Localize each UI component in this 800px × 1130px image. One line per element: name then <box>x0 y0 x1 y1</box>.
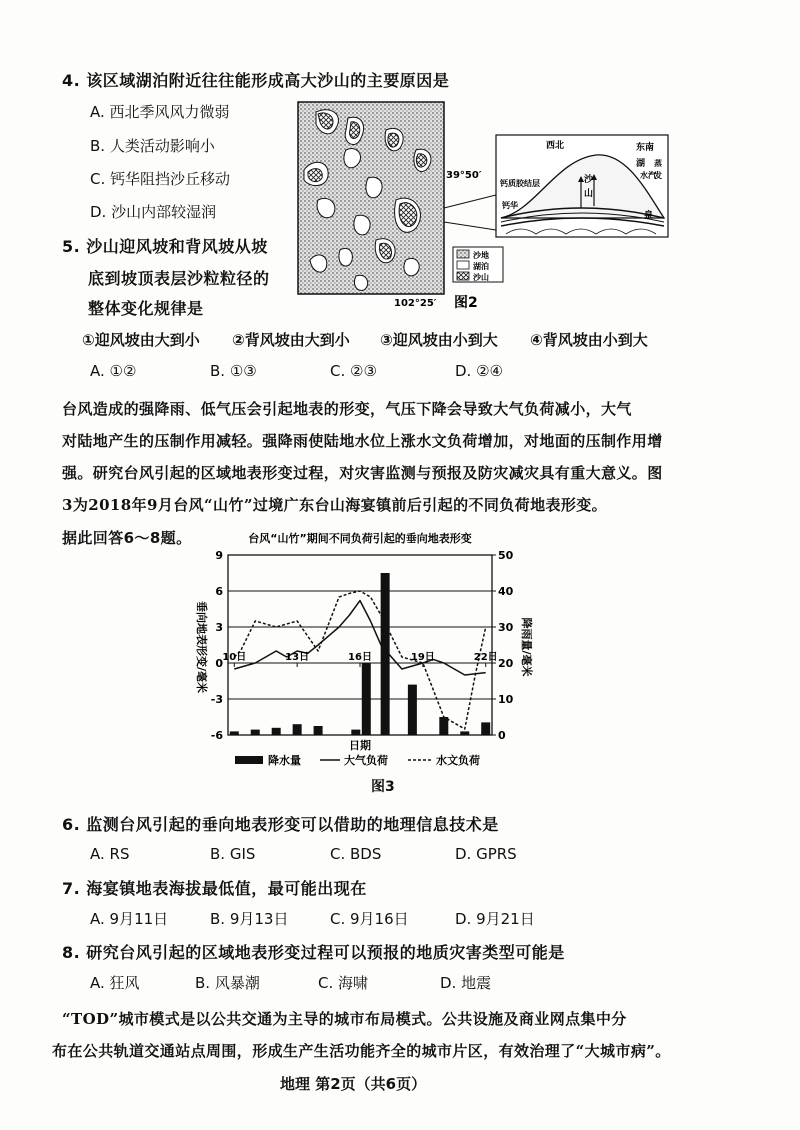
q7-stem: 7. 海宴镇地表海拔最低值，最可能出现在 <box>62 879 367 898</box>
fig2-label-southeast: 东南 <box>636 143 655 153</box>
fig2-label-lake: 湖 <box>636 159 646 169</box>
fig2-label-calcareous-layer: 钙质胶结层 <box>500 179 540 188</box>
fig2-caption: 图2 <box>454 295 478 311</box>
q7-option-b: B. 9月13日 <box>210 910 289 928</box>
fig2-label-evap2: 发 <box>654 171 662 180</box>
q5-item-4: ④背风坡由小到大 <box>530 331 648 349</box>
q8-option-b: B. 风暴潮 <box>195 974 260 992</box>
page-footer: 地理 第2页（共6页） <box>280 1075 427 1093</box>
q4-option-a: A. 西北季风风力微弱 <box>90 103 230 121</box>
fig2-legend-dune: 沙山 <box>473 273 489 282</box>
y-right-tick-label: 20 <box>498 657 514 670</box>
chart-title: 台风“山竹”期间不同负荷引起的垂向地表形变 <box>248 532 472 545</box>
chart-ylabel-right: 降雨量/毫米 <box>520 617 533 677</box>
y-left-tick-label: -6 <box>210 729 223 742</box>
q4-stem: 4. 该区域湖泊附近往往能形成高大沙山的主要原因是 <box>62 71 450 90</box>
legend-precip: 降水量 <box>268 754 301 767</box>
figure3-chart <box>180 527 540 772</box>
intro-line-4: 3为2018年9月台风“山竹”过境广东台山海宴镇前后引起的不同负荷地表形变。 <box>62 496 608 514</box>
q5-stem-line2: 底到坡顶表层沙粒粒径的 <box>88 269 270 288</box>
q5-option-b: B. ①③ <box>210 362 257 380</box>
precip-bar <box>460 731 469 735</box>
q6-option-d: D. GPRS <box>455 845 517 863</box>
q5-option-c: C. ②③ <box>330 362 377 380</box>
fig2-label-sand: 沙 <box>584 175 594 185</box>
precip-bar <box>293 724 302 735</box>
intro-prompt: 据此回答6～8题。 <box>62 529 192 547</box>
q6-option-a: A. RS <box>90 845 130 863</box>
q5-stem-line1: 5. 沙山迎风坡和背风坡从坡 <box>62 237 268 256</box>
x-tick-label: 16日 <box>348 652 372 663</box>
legend-swatch-precip <box>235 756 263 764</box>
q4-option-d: D. 沙山内部较湿润 <box>90 203 217 221</box>
q8-stem: 8. 研究台风引起的区域地表形变过程可以预报的地质灾害类型可能是 <box>62 943 565 962</box>
x-tick-label: 10日 <box>222 652 247 663</box>
y-left-tick-label: 9 <box>215 549 223 562</box>
legend-hydro: 水文负荷 <box>436 754 480 767</box>
y-right-tick-label: 50 <box>498 549 514 562</box>
q4-option-b: B. 人类活动影响小 <box>90 137 215 155</box>
fig2-label-mountain: 山 <box>584 189 594 199</box>
intro-line-2: 对陆地产生的压制作用减轻。强降雨使陆地水位上涨水文负荷增加，对地面的压制作用增 <box>62 432 663 450</box>
y-right-tick-label: 30 <box>498 621 514 634</box>
fig2-label-evap1: 蒸 <box>654 159 662 168</box>
x-tick-label: 22日 <box>473 652 498 663</box>
figure2 <box>296 100 676 315</box>
x-tick-label: 13日 <box>285 652 310 663</box>
tod-line-1: “TOD”城市模式是以公共交通为主导的城市布局模式。公共设施及商业网点集中分 <box>62 1010 627 1028</box>
chart-xlabel: 日期 <box>349 739 371 752</box>
y-left-tick-label: 0 <box>215 657 223 670</box>
y-left-tick-label: 3 <box>215 621 223 634</box>
q5-option-a: A. ①② <box>90 362 137 380</box>
precip-bar <box>272 728 281 735</box>
x-tick-label: 19日 <box>410 652 435 663</box>
q8-option-a: A. 狂风 <box>90 974 140 992</box>
y-right-tick-label: 0 <box>498 729 506 742</box>
fig2-lat-label: 39°50′ <box>446 170 482 181</box>
q6-option-c: C. BDS <box>330 845 382 863</box>
precip-bar <box>439 717 448 735</box>
q8-option-c: C. 海啸 <box>318 974 369 992</box>
q8-option-d: D. 地震 <box>440 974 492 992</box>
precip-bar <box>362 663 371 735</box>
q7-option-d: D. 9月21日 <box>455 910 535 928</box>
fig2-lon-label: 102°25′ <box>394 298 437 309</box>
tod-line-2: 布在公共轨道交通站点周围，形成生产生活功能齐全的城市片区，有效治理了“大城市病”。 <box>52 1042 671 1060</box>
chart-ylabel-left: 垂向地表形变/毫米 <box>195 600 208 694</box>
y-right-tick-label: 40 <box>498 585 514 598</box>
q5-item-1: ①迎风坡由大到小 <box>82 331 200 349</box>
q5-item-2: ②背风坡由大到小 <box>232 331 350 349</box>
q6-stem: 6. 监测台风引起的垂向地表形变可以借助的地理信息技术是 <box>62 815 499 834</box>
q7-option-a: A. 9月11日 <box>90 910 169 928</box>
y-left-tick-label: 6 <box>215 585 223 598</box>
fig3-caption: 图3 <box>371 779 395 795</box>
intro-line-3: 强。研究台风引起的区域地表形变过程，对灾害监测与预报及防灾减灾具有重大意义。图 <box>62 464 663 482</box>
q4-option-c: C. 钙华阻挡沙丘移动 <box>90 170 231 188</box>
q5-stem-line3: 整体变化规律是 <box>88 299 204 318</box>
precip-bar <box>314 726 323 735</box>
fig2-legend-sand: 沙地 <box>473 251 489 260</box>
fig2-label-travertine: 钙华 <box>502 201 518 210</box>
precip-bar <box>408 685 417 735</box>
q6-option-b: B. GIS <box>210 845 256 863</box>
precip-bar <box>251 730 260 735</box>
q5-item-3: ③迎风坡由小到大 <box>380 331 498 349</box>
fig2-label-spring: 泉 <box>644 211 654 221</box>
plot-frame <box>228 555 492 735</box>
y-right-tick-label: 10 <box>498 693 514 706</box>
legend-atmo: 大气负荷 <box>344 754 388 767</box>
y-left-tick-label: -3 <box>210 693 223 706</box>
precip-bar <box>230 731 239 735</box>
precip-bar <box>351 730 360 735</box>
fig2-legend-lake: 湖泊 <box>473 262 489 271</box>
precip-bar <box>481 722 490 735</box>
q7-option-c: C. 9月16日 <box>330 910 409 928</box>
fig2-label-vapor: 水汽 <box>640 171 656 180</box>
q5-option-d: D. ②④ <box>455 362 503 380</box>
intro-line-1: 台风造成的强降雨、低气压会引起地表的形变，气压下降会导致大气负荷减小，大气 <box>62 400 632 418</box>
fig2-label-northwest: 西北 <box>546 141 565 151</box>
